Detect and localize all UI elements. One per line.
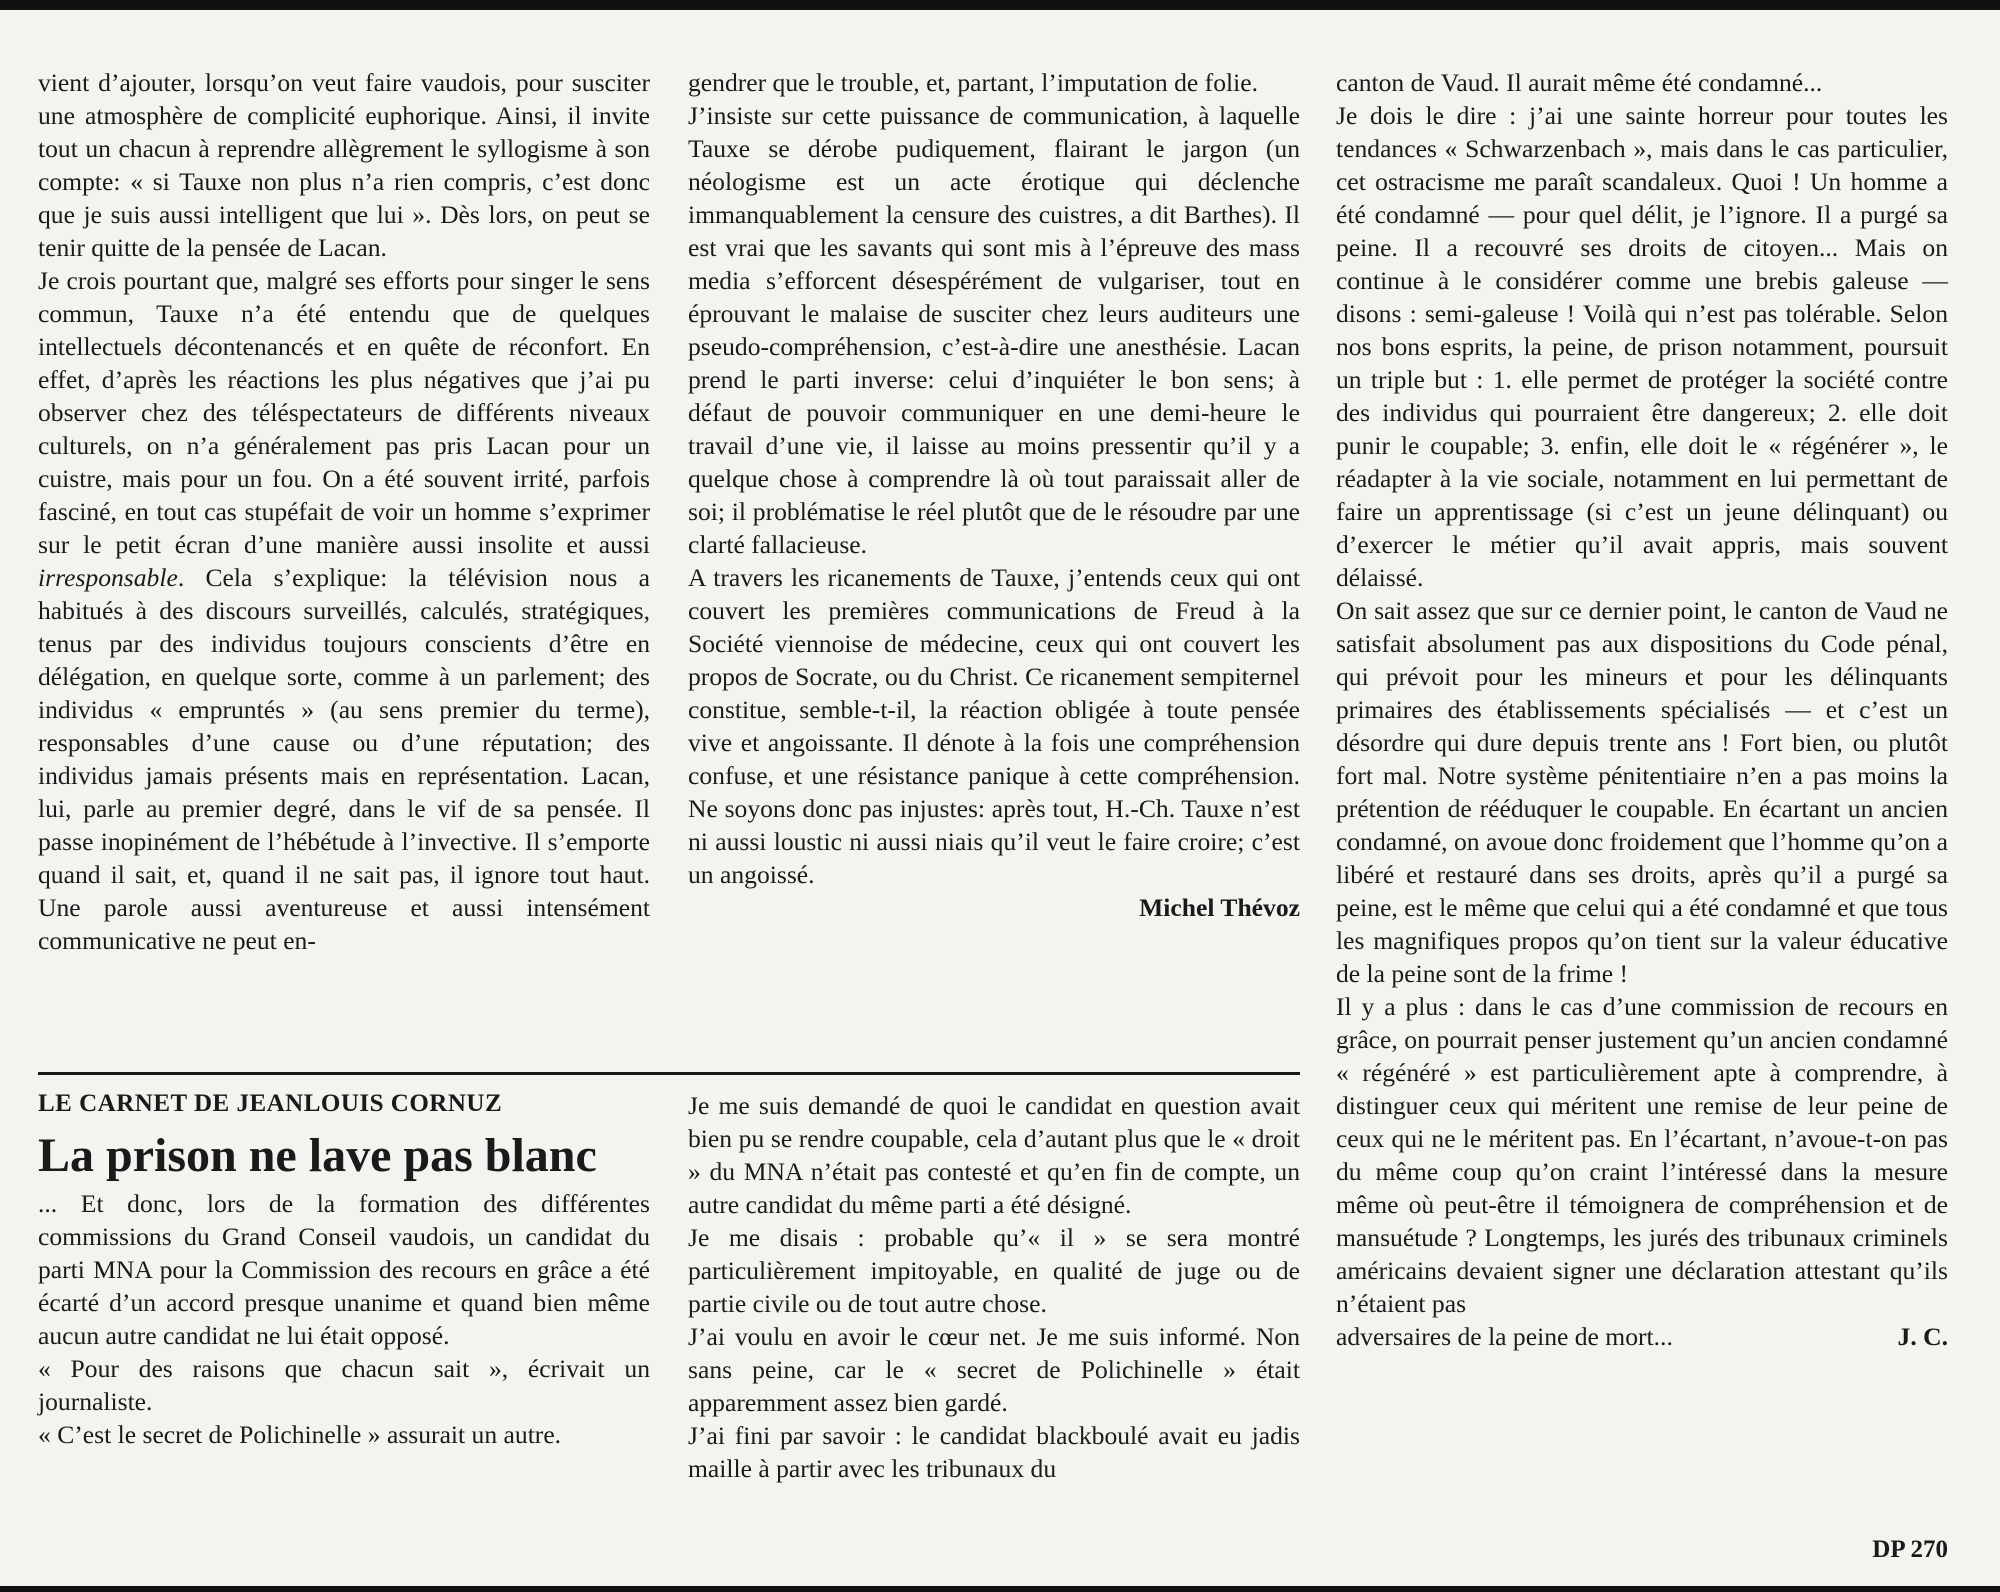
paragraph: canton de Vaud. Il aurait même été condamné...: [1336, 68, 1823, 97]
paragraph: J’insiste sur cette puissance de communication, à laquelle Tauxe se dérobe pudiquement, flairant le jargon (un néologisme est un acte érotique qui déclenche immanquablement la censure des cuistres, a dit Barthes). Il est vrai que les savants qui sont mis à l’épreuve des mass media s’efforcent désespérément de vulgariser, tout en éprouvant le malaise de susciter chez leurs auditeurs une pseudo-compréhension, c’est-à-dire une anesthésie. Lacan prend le parti inverse: celui d’inquiéter le bon sens; à défaut de pouvoir communiquer en une demi-heure le travail d’une vie, il laisse au moins pressentir qu’il y a quelque chose à comprendre là où tout paraissait aller de soi; il problématise le réel plutôt que de le résoudre par une clarté fallacieuse.: [688, 101, 1300, 559]
author-signature: J. C.: [1897, 1322, 1948, 1351]
emphasis-text: irresponsable: [38, 563, 178, 592]
paragraph: J’ai fini par savoir : le candidat blackboulé avait eu jadis maille à partir avec les tribunaux du: [688, 1421, 1300, 1483]
section-divider: [38, 1072, 1300, 1075]
paragraph: Je dois le dire : j’ai une sainte horreur pour toutes les tendances « Schwarzenbach », mais dans le cas particulier, cet ostracisme me paraît scandaleux. Quoi ! Un homme a été condamné — pour quel délit, je l’ignore. Il a purgé sa peine. Il a recouvré ses droits de citoyen... Mais on continue à le considérer comme une brebis galeuse — disons : semi-galeuse ! Voilà qui n’est pas tolérable. Selon nos bons esprits, la peine, de prison notamment, poursuit un triple but : 1. elle permet de protéger la société contre des individus qui pourraient être dangereux; 2. elle doit punir le coupable; 3. enfin, elle doit le « régénérer », le réadapter à la vie sociale, notamment en lui permettant de faire un apprentissage (si c’est un jeune délinquant) ou d’exercer le métier qu’il avait appris, mais souvent délaissé.: [1336, 101, 1948, 592]
article2-column-3: [1336, 66, 1948, 1353]
paragraph: Je me disais : probable qu’« il » se sera montré particulièrement impitoyable, en qualité de juge ou de partie civile ou de tout autre chose.: [688, 1223, 1300, 1318]
page-number: DP 270: [1872, 1536, 1948, 1563]
paragraph: On sait assez que sur ce dernier point, le canton de Vaud ne satisfait absolument pas aux dispositions du Code pénal, qui prévoit pour les mineurs et pour les délinquants primaires des établissements spécialisés — et c’est un désordre qui dure depuis trente ans ! Fort bien, ou plutôt fort mal. Notre système pénitentiaire n’en a pas moins la prétention de rééduquer le coupable. En écartant un ancien condamné, on avoue donc froidement que l’homme qu’on a libéré et restauré dans ses droits, après qu’il a purgé sa peine, est le même que celui qui a été condamné et que tous les magnifiques propos qu’on tient sur la valeur éducative de la peine sont de la frime !: [1336, 596, 1948, 988]
paragraph: J’ai voulu en avoir le cœur net. Je me suis informé. Non sans peine, car le « secret de Polichinelle » était apparemment assez bien gardé.: [688, 1322, 1300, 1417]
article-column-1: [38, 66, 650, 957]
paragraph: A travers les ricanements de Tauxe, j’entends ceux qui ont couvert les premières communications de Freud à la Société viennoise de médecine, ceux qui ont couvert les propos de Socrate, ou du Christ. Ce ricanement sempiternel constitue, semble-t-il, la réaction obligée à toute pensée vive et angoissante. Il dénote à la fois une compréhension confuse, et une résistance panique à cette compréhension. Ne soyons donc pas injustes: après tout, H.-Ch. Tauxe n’est ni aussi loustic ni aussi niais qu’il veut le faire croire; c’est un angoissé.: [688, 563, 1300, 889]
paragraph: Il y a plus : dans le cas d’une commission de recours en grâce, on pourrait penser justement qu’un ancien condamné « régénéré » est particulièrement apte à comprendre, à distinguer ceux qui méritent une remise de leur peine de ceux qui ne le méritent pas. En l’écartant, n’avoue-t-on pas du même coup qu’on craint l’intéressé dans la mesure même où peut-être il témoignera de compréhension et de mansuétude ? Longtemps, les jurés des tribunaux criminels américains devaient signer une déclaration attestant qu’ils n’étaient pas: [1336, 992, 1948, 1318]
paragraph: « C’est le secret de Polichinelle » assurait un autre.: [38, 1420, 562, 1449]
paragraph: gendrer que le trouble, et, partant, l’imputation de folie.: [688, 68, 1258, 97]
article2-column-2: [688, 1089, 1300, 1485]
article-headline: La prison ne lave pas blanc: [38, 1129, 597, 1182]
column-kicker: LE CARNET DE JEANLOUIS CORNUZ: [38, 1090, 503, 1117]
paragraph: [38, 264, 650, 957]
paragraph-last-line: [1336, 1320, 1948, 1353]
author-signature: Michel Thévoz: [1139, 893, 1300, 922]
paragraph: vient d’ajouter, lorsqu’on veut faire vaudois, pour susciter une atmosphère de complicité euphorique. Ainsi, il invite tout un chacun à reprendre allègrement le syllogisme à son compte: « si Tauxe non plus n’a rien compris, c’est donc que je suis aussi intelligent que lui ». Dès lors, on peut se tenir quitte de la pensée de Lacan.: [38, 68, 650, 262]
article-column-2: [688, 66, 1300, 924]
paragraph: Je me suis demandé de quoi le candidat en question avait bien pu se rendre coupable, cela d’autant plus que le « droit » du MNA n’était pas contesté et qu’en fin de compte, un autre candidat du même parti a été désigné.: [688, 1091, 1300, 1219]
paragraph-text: Je crois pourtant que, malgré ses efforts pour singer le sens commun, Tauxe n’a été entendu que de quelques intellectuels décontenancés et en quête de réconfort. En effet, d’après les réactions les plus négatives que j’ai pu observer chez des téléspectateurs de différents niveaux culturels, on n’a généralement pas pris Lacan pour un cuistre, mais pour un fou. On a été souvent irrité, parfois fasciné, en tout cas stupéfait de voir un homme s’exprimer sur le petit écran d’une manière aussi insolite et aussi: [38, 266, 650, 559]
paragraph-text: adversaires de la peine de mort...: [1336, 1322, 1673, 1351]
paragraph: ... Et donc, lors de la formation des différentes commissions du Grand Conseil vaudois, un candidat du parti MNA pour la Commission des recours en grâce a été écarté d’un accord presque unanime et quand bien même aucun autre candidat ne lui était opposé.: [38, 1189, 650, 1350]
article2-column-1: [38, 1187, 650, 1451]
paragraph: « Pour des raisons que chacun sait », écrivait un journaliste.: [38, 1354, 650, 1416]
paragraph-text: . Cela s’explique: la télévision nous a habitués à des discours surveillés, calculés, stratégiques, tenus par des individus toujours conscients d’être en délégation, en quelque sorte, comme à un parlement; des individus « empruntés » (au sens premier du terme), responsables d’une cause ou d’une réputation; des individus jamais présents mais en représentation. Lacan, lui, parle au premier degré, dans le vif de sa pensée. Il passe inopinément de l’hébétude à l’invective. Il s’emporte quand il sait, et, quand il ne sait pas, il ignore tout haut. Une parole aussi aventureuse et aussi intensément communicative ne peut en-: [38, 563, 650, 955]
